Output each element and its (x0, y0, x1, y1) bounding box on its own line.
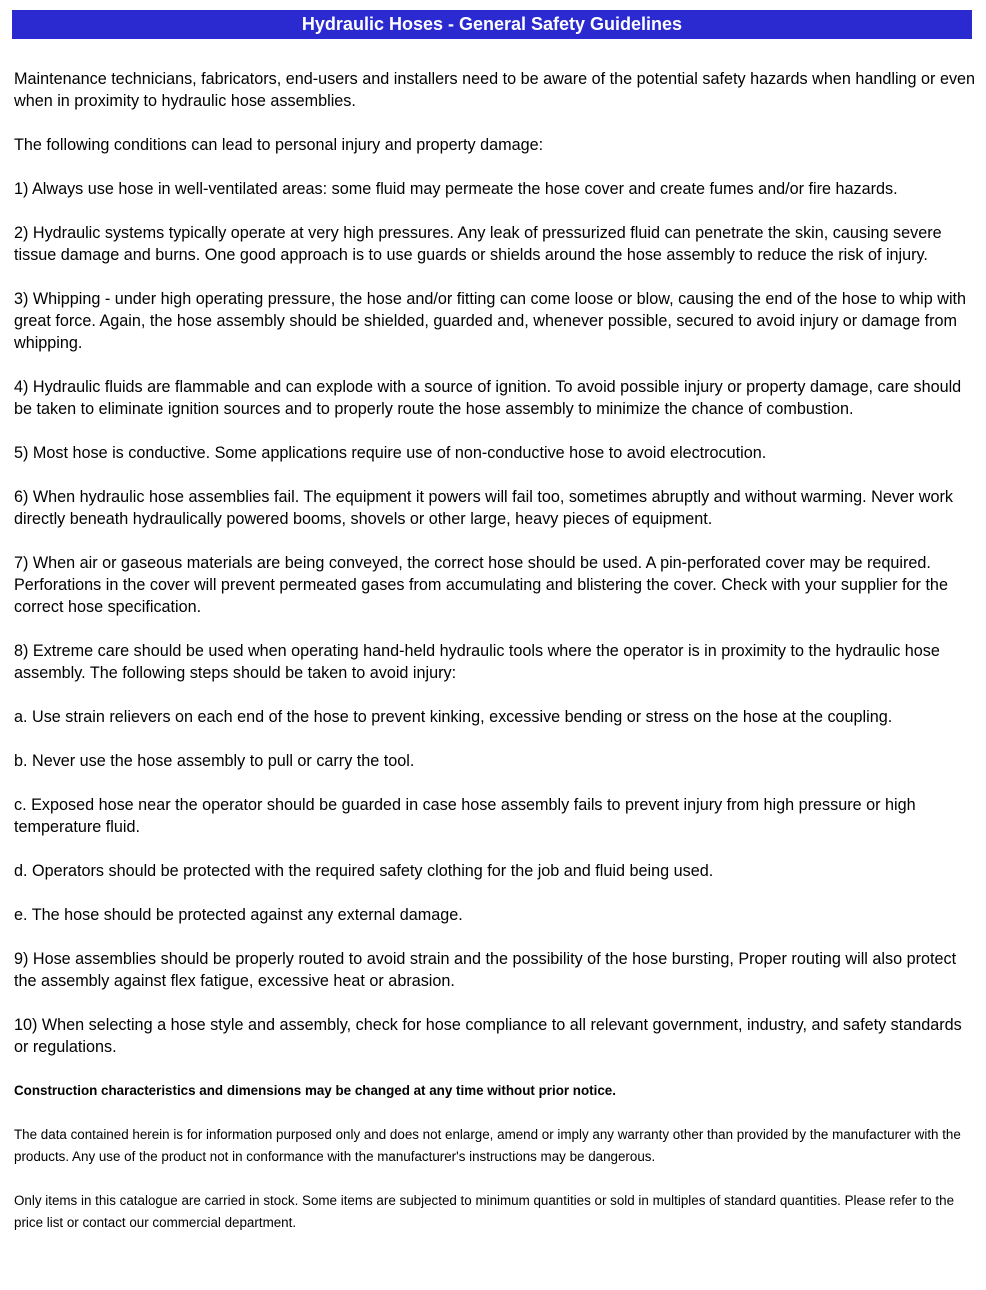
disclaimer-text: The data contained herein is for information purposed only and does not enlarge, amend or imply any warranty other than provided by the manufacturer with the products. Any use of the product not in conformance with the manufacturer's instructions may be dangerous. (14, 1127, 961, 1164)
guideline-item-6: 6) When hydraulic hose assemblies fail. The equipment it powers will fail too, sometimes abruptly and without warming. Never work directly beneath hydraulically powered booms, shovels or other large, heavy pieces of equipment. (14, 488, 953, 528)
guideline-subitem-b: b. Never use the hose assembly to pull or carry the tool. (14, 752, 415, 770)
lead-paragraph: The following conditions can lead to personal injury and property damage: (14, 136, 544, 154)
guideline-subitem-e: e. The hose should be protected against any external damage. (14, 906, 463, 924)
guideline-item-4: 4) Hydraulic fluids are flammable and can explode with a source of ignition. To avoid possible injury or property damage, care should be taken to eliminate ignition sources and to properly route the hose assembly to minimize the chance of combustion. (14, 378, 962, 418)
guideline-item-5: 5) Most hose is conductive. Some applications require use of non-conductive hose to avoid electrocution. (14, 444, 767, 462)
change-notice: Construction characteristics and dimensions may be changed at any time without prior notice. (14, 1083, 616, 1098)
guideline-subitem-a: a. Use strain relievers on each end of the hose to prevent kinking, excessive bending or stress on the hose at the coupling. (14, 708, 893, 726)
guideline-item-1: 1) Always use hose in well-ventilated areas: some fluid may permeate the hose cover and create fumes and/or fire hazards. (14, 180, 898, 198)
guideline-subitem-d: d. Operators should be protected with the required safety clothing for the job and fluid being used. (14, 862, 714, 880)
guideline-item-2: 2) Hydraulic systems typically operate at very high pressures. Any leak of pressurized fluid can penetrate the skin, causing severe tissue damage and burns. One good approach is to use guards or shields around the hose assembly to reduce the risk of injury. (14, 224, 942, 264)
page-title: Hydraulic Hoses - General Safety Guidelines (12, 10, 972, 39)
guideline-item-10: 10) When selecting a hose style and assembly, check for hose compliance to all relevant government, industry, and safety standards or regulations. (14, 1016, 962, 1056)
guideline-item-8: 8) Extreme care should be used when operating hand-held hydraulic tools where the operator is in proximity to the hydraulic hose assembly. The following steps should be taken to avoid injury: (14, 642, 940, 682)
guideline-item-3: 3) Whipping - under high operating pressure, the hose and/or fitting can come loose or blow, causing the end of the hose to whip with great force. Again, the hose assembly should be shielded, guarded and, whenever possible, secured to avoid injury or damage from whipping. (14, 290, 967, 352)
guideline-item-9: 9) Hose assemblies should be properly routed to avoid strain and the possibility of the hose bursting, Proper routing will also protect the assembly against flex fatigue, excessive heat or abrasion. (14, 950, 957, 990)
intro-paragraph: Maintenance technicians, fabricators, end-users and installers need to be aware of the potential safety hazards when handling or even when in proximity to hydraulic hose assemblies. (14, 70, 976, 110)
guideline-subitem-c: c. Exposed hose near the operator should be guarded in case hose assembly fails to prevent injury from high pressure or high temperature fluid. (14, 796, 916, 836)
guideline-item-7: 7) When air or gaseous materials are being conveyed, the correct hose should be used. A pin-perforated cover may be required. Perforations in the cover will prevent permeated gases from accumulating and blistering the cover. Check with your supplier for the correct hose specification. (14, 554, 948, 616)
stock-notice: Only items in this catalogue are carried in stock. Some items are subjected to minimum quantities or sold in multiples of standard quantities. Please refer to the price list or contact our commercial department. (14, 1193, 955, 1230)
document-body (14, 68, 976, 1256)
